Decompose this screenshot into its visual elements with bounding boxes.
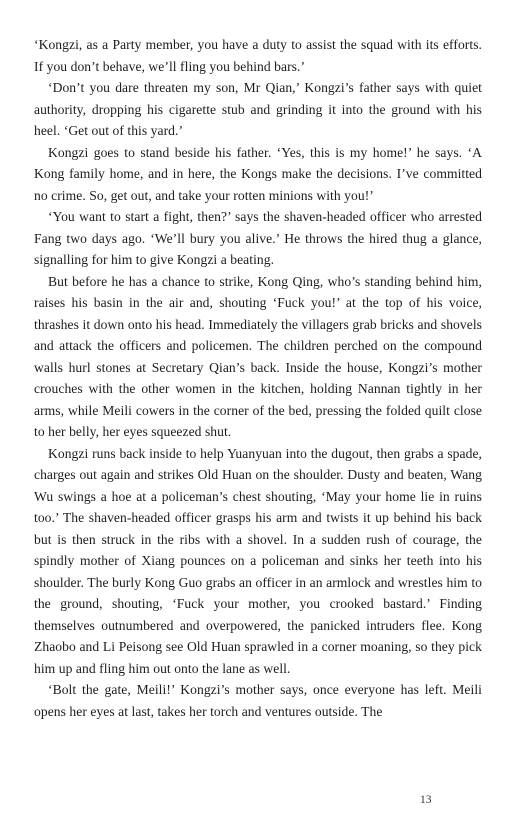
paragraph-6: Kongzi runs back inside to help Yuanyuan into the dugout, then grabs a spade, charges out again and strikes Old Huan on the shoulder. Dusty and beaten, Wang Wu swings a hoe at a policeman’s chest shouting, ‘May your home lie in ruins too.’ The shaven-headed officer grasps his arm and twists it up behind his back but is then struck in the ribs with a shovel. In a sudden rush of courage, the spindly mother of Xiang pounces on a policeman and sinks her teeth into his shoulder. The burly Kong Guo grabs an officer in an armlock and wrestles him to the ground, shouting, ‘Fuck your mother, you crooked bastard.’ Finding themselves outnumbered and overpowered, the panicked intruders flee. Kong Zhaobo and Li Peisong see Old Huan sprawled in a corner moaning, so they pick him up and fling him out onto the lane as well.	[34, 445, 482, 676]
paragraph-5: But before he has a chance to strike, Kong Qing, who’s standing behind him, raises his basin in the air and, shouting ‘Fuck you!’ at the top of his voice, thrashes it down onto his head. Immediately the villagers grab bricks and shovels and attack the officers and policemen. The children perched on the compound walls hurl stones at Secretary Qian’s back. Inside the house, Kongzi’s mother crouches with the other women in the kitchen, holding Nannan tightly in her arms, while Meili cowers in the corner of the bed, pressing the folded quilt close to her belly, her eyes squeezed shut.	[34, 273, 482, 439]
paragraph-4: ‘You want to start a fight, then?’ says the shaven-headed officer who arrested Fang two days ago. ‘We’ll bury you alive.’ He throws the hired thug a glance, signalling for him to give Kongzi a beating.	[34, 209, 482, 267]
paragraph-7: ‘Bolt the gate, Meili!’ Kongzi’s mother says, once everyone has left. Meili opens her eyes at last, takes her torch and ventures outside. The	[34, 682, 482, 719]
paragraph-3: Kongzi goes to stand beside his father. ‘Yes, this is my home!’ he says. ‘A Kong family home, and in here, the Kongs make the decisions. I’ve committed no crime. So, get out, and take your rotten minions with you!’	[34, 144, 482, 203]
paragraph-1: ‘Kongzi, as a Party member, you have a duty to assist the squad with its efforts. If you don’t behave, we’ll fling you behind bars.’	[34, 37, 482, 74]
page-number: 13	[420, 794, 432, 806]
book-page-text	[34, 34, 482, 722]
paragraph-2: ‘Don’t you dare threaten my son, Mr Qian,’ Kongzi’s father says with quiet authority, dropping his cigarette stub and grinding it into the ground with his heel. ‘Get out of this yard.’	[34, 80, 482, 138]
